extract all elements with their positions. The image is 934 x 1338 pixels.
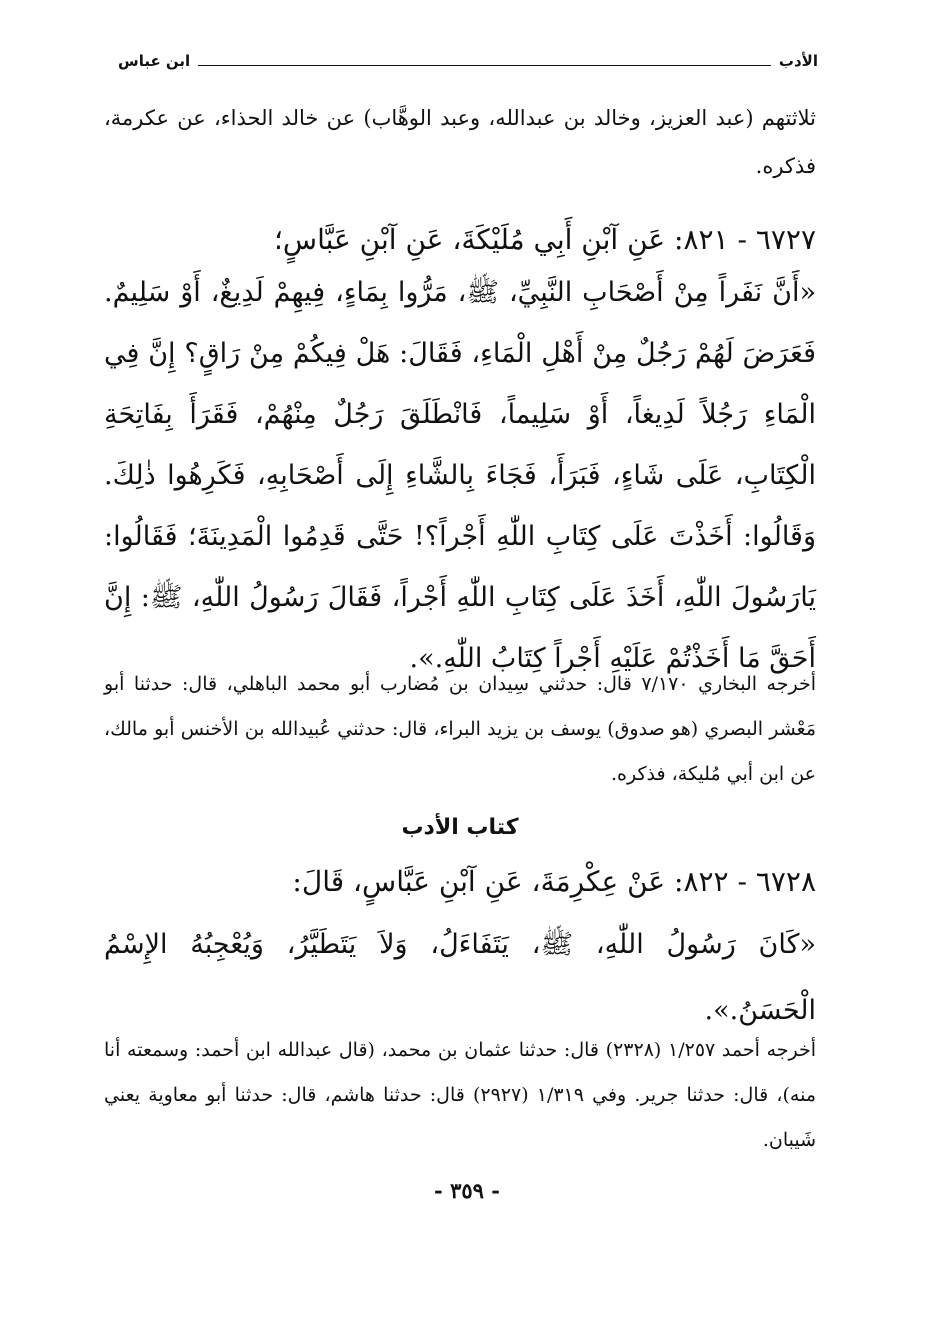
header-narrator: ابن عباس (118, 52, 191, 70)
section-title: كتاب الأدب (401, 815, 519, 840)
page-number: - ٣٥٩ - (434, 1178, 500, 1203)
hadith-1-heading: ٦٧٢٧ - ٨٢١: عَنِ آبْنِ أَبِي مُلَيْكَةَ، عَنِ آبْنِ عَبَّاسٍ؛ (273, 223, 816, 256)
hadith-1-source: أخرجه البخاري ٧/١٧٠ قال: حدثني سِيدان بن مُضارب أبو محمد الباهلي، قال: حدثنا أبو مَعْشر البصري (هو صدوق) يوسف بن يزيد البراء، قال: حدثني عُبيدالله بن الأخنس أبو مالك، عن ابن أبي مُليكة، فذكره. (104, 673, 816, 785)
hadith-2-heading: ٦٧٢٨ - ٨٢٢: عَنْ عِكْرِمَةَ، عَنِ آبْنِ عَبَّاسٍ، قَالَ: (292, 865, 816, 898)
header-chapter: الأدب (778, 52, 818, 70)
header-rule (198, 65, 771, 66)
intro-paragraph: ثلاثتهم (عبد العزيز، وخالد بن عبدالله، وعبد الوهَّاب) عن خالد الحذاء، عن عكرمة، فذكره. (104, 106, 816, 178)
running-header (118, 44, 818, 70)
hadith-2-source: أخرجه أحمد ١/٢٥٧ (٢٣٢٨) قال: حدثنا عثمان بن محمد، (قال عبدالله ابن أحمد: وسمعته أنا منه)، قال: حدثنا جرير. وفي ١/٣١٩ (٢٩٢٧) قال: حدثنا هاشم، قال: حدثنا أبو معاوية يعني شَيبان. (104, 1039, 817, 1151)
hadith-1-text: «أَنَّ نَفَراً مِنْ أَصْحَابِ النَّبِيِّ، ﷺ، مَرُّوا بِمَاءٍ، فِيهِمْ لَدِيغٌ، أَوْ سَلِيمٌ. فَعَرَضَ لَهُمْ رَجُلٌ مِنْ أَهْلِ الْمَاءِ، فَقَالَ: هَلْ فِيكُمْ مِنْ رَاقٍ؟ إِنَّ فِي الْمَاءِ رَجُلاً لَدِيغاً، أَوْ سَلِيماً، فَانْطَلَقَ رَجُلٌ مِنْهُمْ، فَقَرَأَ بِفَاتِحَةِ الْكِتَابِ، عَلَى شَاءٍ، فَبَرَأَ، فَجَاءَ بِالشَّاءِ إِلَى أَصْحَابِهِ، فَكَرِهُوا ذٰلِكَ. وَقَالُوا: أَخَذْتَ عَلَى كِتَابِ اللّٰهِ أَجْراً؟! حَتَّى قَدِمُوا الْمَدِينَةَ؛ فَقَالُوا: يَارَسُولَ اللّٰهِ، أَخَذَ عَلَى كِتَابِ اللّٰهِ أَجْراً، فَقَالَ رَسُولُ اللّٰهِ، ﷺ: إِنَّ أَحَقَّ مَا أَخَذْتُمْ عَلَيْهِ أَجْراً كِتَابُ اللّٰهِ.». (104, 277, 816, 674)
hadith-2-text: «كَانَ رَسُولُ اللّٰهِ، ﷺ، يَتَفَاءَلُ، وَلاَ يَتَطَيَّرُ، وَيُعْجِبُهُ الإِسْمُ الْحَسَنُ.». (104, 929, 816, 1026)
